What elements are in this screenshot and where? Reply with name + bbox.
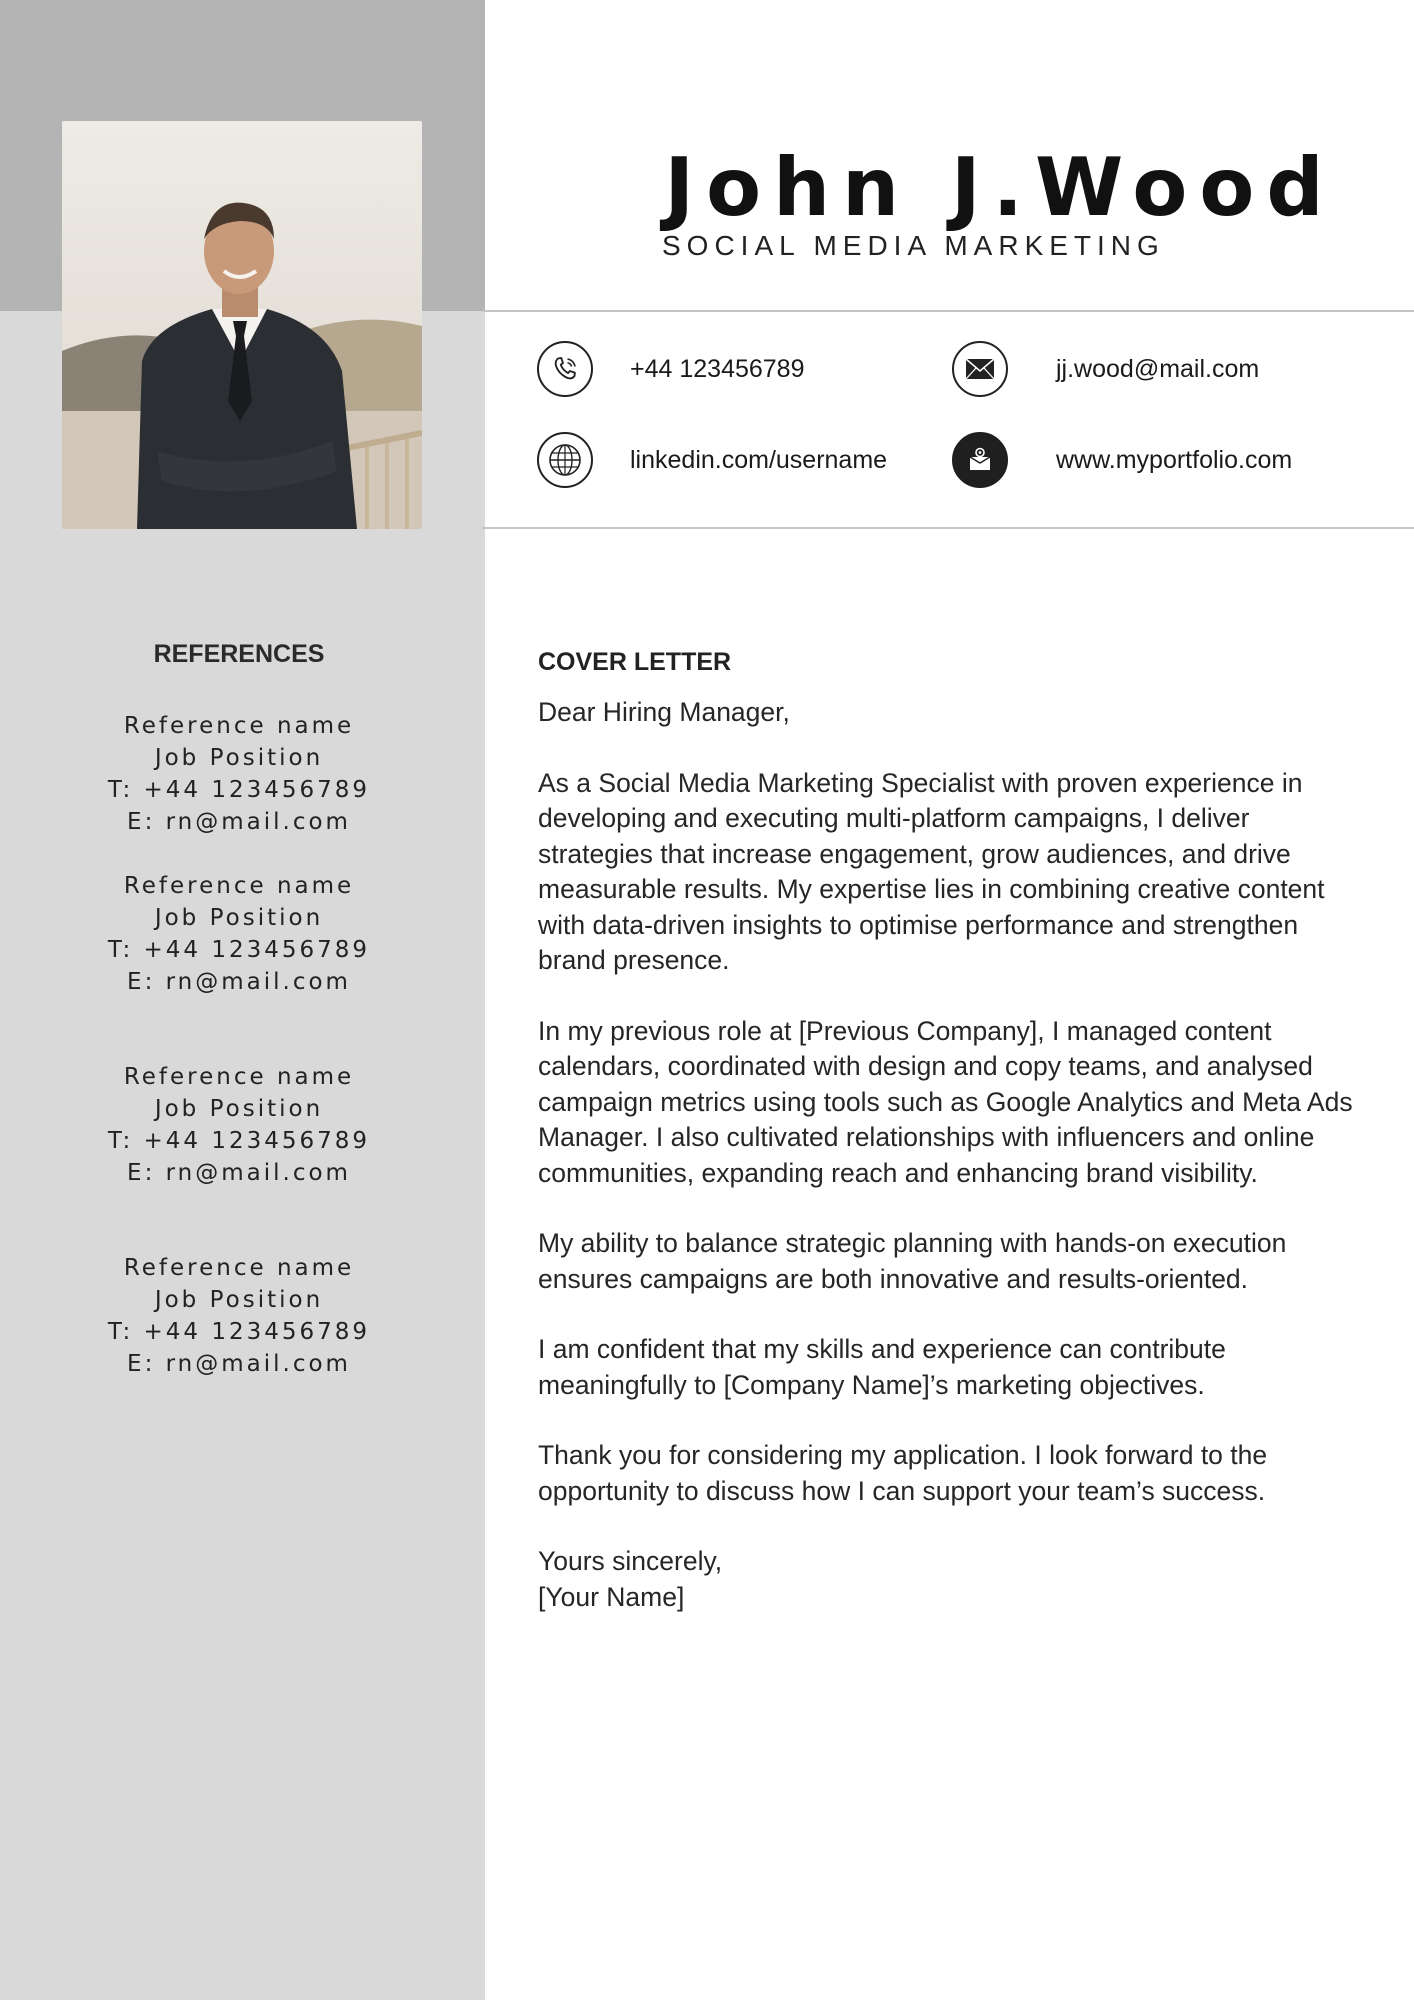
linkedin-url[interactable]: linkedin.com/username — [630, 445, 888, 474]
reference-phone: T: +44 123456789 — [107, 1128, 371, 1154]
contact-email — [952, 341, 1259, 397]
reference-position: Job Position — [154, 905, 324, 931]
reference-entry — [0, 1061, 478, 1189]
reference-email: E: rn@mail.com — [127, 1160, 351, 1186]
reference-name: Reference name — [123, 1064, 355, 1090]
email-address[interactable]: jj.wood@mail.com — [1056, 354, 1260, 383]
reference-entry — [0, 710, 478, 838]
reference-name: Reference name — [123, 713, 355, 739]
reference-position: Job Position — [154, 1096, 324, 1122]
reference-phone: T: +44 123456789 — [107, 937, 371, 963]
reference-email: E: rn@mail.com — [127, 1351, 351, 1377]
reference-phone: T: +44 123456789 — [107, 1319, 371, 1345]
contact-portfolio — [952, 432, 1292, 488]
letter-greeting: Dear Hiring Manager, — [538, 697, 790, 727]
reference-email: E: rn@mail.com — [127, 969, 351, 995]
letter-closing: Yours sincerely, — [538, 1546, 723, 1576]
reference-entry — [0, 1252, 478, 1380]
portfolio-url[interactable]: www.myportfolio.com — [1056, 445, 1293, 474]
candidate-name: John J.Wood — [664, 141, 1336, 234]
phone-number[interactable]: +44 123456789 — [630, 354, 805, 383]
references-heading: REFERENCES — [153, 640, 325, 668]
portfolio-icon — [952, 432, 1008, 488]
divider — [482, 310, 1414, 312]
reference-phone: T: +44 123456789 — [107, 777, 371, 803]
contact-phone — [537, 341, 805, 397]
contact-linkedin — [537, 432, 887, 488]
globe-icon — [537, 432, 593, 488]
reference-position: Job Position — [154, 745, 324, 771]
letter-paragraph: In my previous role at [Previous Company], I managed content calendars, coordinated with design and copy teams, and analysed campaign metrics using tools such as Google Analytics and Meta Ads Manager. I also cultivated relationships with influencers and online communities, expanding reach and enhancing brand visibility. — [538, 1015, 1353, 1188]
letter-paragraph: I am confident that my skills and experience can contribute meaningfully to [Company Name]’s marketing objectives. — [538, 1334, 1226, 1400]
reference-name: Reference name — [123, 1255, 355, 1281]
letter-paragraph: Thank you for considering my application. I look forward to the opportunity to discuss how I can support your team’s success. — [538, 1440, 1268, 1506]
divider — [482, 527, 1414, 529]
reference-entry — [0, 870, 478, 998]
reference-email: E: rn@mail.com — [127, 809, 351, 835]
letter-paragraph: My ability to balance strategic planning with hands-on execution ensures campaigns are both innovative and results-oriented. — [538, 1228, 1287, 1294]
job-title: SOCIAL MEDIA MARKETING — [662, 230, 1165, 261]
letter-paragraph: As a Social Media Marketing Specialist with proven experience in developing and executing multi-platform campaigns, I deliver strategies that increase engagement, grow audiences, and drive measurable results. My expertise lies in combining creative content with data-driven insights to optimise performance and strengthen brand presence. — [538, 767, 1325, 975]
cover-letter-heading: COVER LETTER — [538, 648, 732, 676]
mail-icon — [952, 341, 1008, 397]
profile-photo — [62, 121, 422, 529]
reference-name: Reference name — [123, 873, 355, 899]
letter-signature: [Your Name] — [538, 1581, 685, 1612]
reference-position: Job Position — [154, 1287, 324, 1313]
cover-letter — [538, 648, 1358, 1615]
phone-icon — [537, 341, 593, 397]
